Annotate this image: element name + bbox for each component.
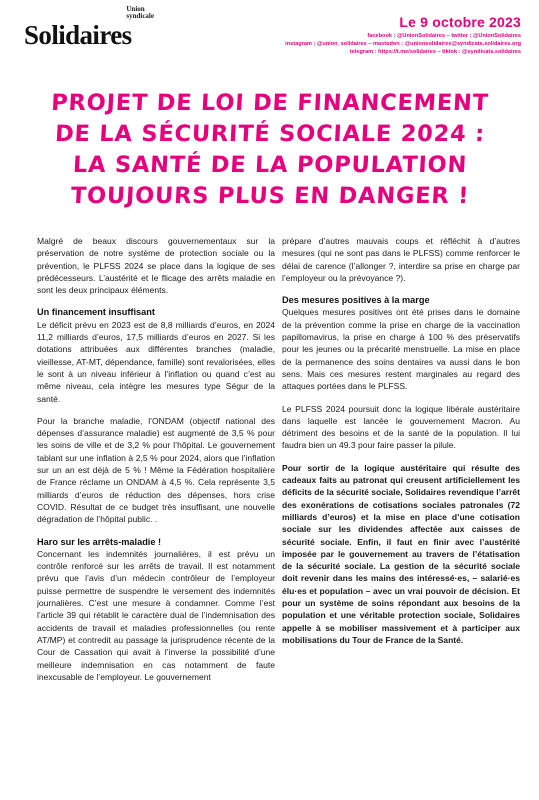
paragraph-logique-liberale: Le PLFSS 2024 poursuit donc la logique libérale austéritaire dans laquelle est lancée le gouvernement Macron. Au détriment des besoins et de la santé de la population. Il lui faudra bien un 49.3 pour faire passer la pilule. bbox=[282, 403, 520, 451]
document-date: Le 9 octobre 2023 bbox=[399, 14, 521, 30]
social-line-3: telegram : https://t.me/solidaires – tiktok : @syndicats.solidaires bbox=[349, 49, 521, 55]
social-line-2: instagram : @union_solidaires – mastodon : @unionsolidaires@syndicats.solidaires.org bbox=[285, 41, 521, 47]
paragraph-mesures-positives: Quelques mesures positives ont été prises dans le domaine de la prévention comme la prise en charge de la vaccination papillomavirus, la prise en charge à 100 % des préservatifs pour les jeunes ou la précarité menstruelle. La mise en place de la permanence des soins dentaires va aussi dans le bon sens. Mais ces mesures restent marginales au regard des attaques portées dans le PLFSS. bbox=[282, 307, 520, 392]
heading-arrets-maladie: Haro sur les arrêts-maladie ! bbox=[37, 536, 162, 547]
page-title bbox=[30, 88, 510, 212]
title-line-4: TOUJOURS PLUS EN DANGER ! bbox=[70, 183, 470, 209]
title-line-2: DE LA SÉCURITÉ SOCIALE 2024 : bbox=[54, 121, 486, 147]
title-line-1: PROJET DE LOI DE FINANCEMENT bbox=[50, 90, 490, 116]
right-column bbox=[282, 235, 520, 656]
logo-solidaires: Solidaires bbox=[24, 20, 132, 50]
paragraph-arrets-maladie: Concernant les indemnités journalières, il est prévu un contrôle renforcé sur les arrêts de travail. Il est notamment prévu que l’avis d’un médecin contrôleur de l’employeur puisse permettre de suspendre le versement des indemnités journalières. C’est une mesure à condamner. Comme l’est l’article 39 qui rétablit le caractère dual de l’indemnisation des accidents de travail et maladies professionnelles (ou rente AT/MP) et contredit au passage la jurisprudence récente de la Cour de Cassation qui avait à l’inverse la possibilité d’une meilleure indemnisation en cas notamment de faute inexcusable de l’employeur. Le gouvernement bbox=[37, 548, 275, 682]
header-info bbox=[285, 14, 521, 56]
left-column bbox=[37, 235, 275, 693]
social-line-1: facebook : @UnionSolidaires – twitter : @UnionSolidaires bbox=[367, 33, 521, 39]
paragraph-continuation: prépare d’autres mauvais coups et réfléchit à d’autres mesures (qui ne sont pas dans le PLFSS) comme renforcer le délai de carence (l’allonger ?, interdire sa prise en charge par l’employeur ou la prévoyance ?). bbox=[282, 236, 520, 283]
heading-financement: Un financement insuffisant bbox=[37, 307, 155, 318]
social-links bbox=[285, 32, 521, 56]
heading-mesures-positives: Des mesures positives à la marge bbox=[282, 295, 430, 306]
logo-union-syndicale: Union syndicale bbox=[126, 5, 154, 20]
title-line-3: LA SANTÉ DE LA POPULATION bbox=[72, 152, 468, 178]
paragraph-financement: Le déficit prévu en 2023 est de 8,8 milliards d’euros, en 2024 11,2 milliards d’euros, 17,5 milliards d’euros en 2027. Si les dotations attribuées aux différentes branches (maladie, vieillesse, AT-MT, dépendance, famille) sont revalorisées, elles le sont à un niveau inférieur à l’inflation ou quand c’est au même niveau, cela intègre les mesures type Ségur de la santé. bbox=[37, 319, 275, 404]
paragraph-ondam: Pour la branche maladie, l’ONDAM (objectif national des dépenses d’assurance maladie) est augmenté de 3,5 % pour les soins de ville et de 3,2 % pour l’hôpital. Le gouvernement tablant sur une inflation à 2,5 % pour 2024, alors que l’inflation sur un an est déjà de 5 % ! Même la Fédération hospitalière de France réclame un ONDAM à 4,5 %. Cela représente 3,5 milliards d’euros de réduction des dépenses, hors crise COVID. Résultat de ce budget très insuffisant, une nouvelle dégradation de l’hôpital public. . bbox=[37, 415, 275, 525]
paragraph-revendications: Pour sortir de la logique austéritaire qui résulte des cadeaux faits au patronat qui creusent artificiellement les déficits de la sécurité sociale, Solidaires revendique l’arrêt des exonérations de cotisations sociales patronales (72 milliards d’euros) et la mise en place d’une cotisation sociale sur les dividendes affectée aux caisses de sécurité sociale. Enfin, il faut en finir avec l’austérité imposée par le gouvernement au travers de l’étatisation de la sécurité sociale. La gestion de la sécurité sociale doit revenir dans les mains des intéressé·es, – salarié·es élu·es et population – avec un vrai pouvoir de décision. Et pour un système de soins répondant aux besoins de la population et une véritable protection sociale, Solidaires appelle à se mobiliser massivement et à participer aux mobilisations du Tour de France de la Santé. bbox=[282, 462, 520, 645]
solidaires-logo bbox=[24, 6, 154, 52]
intro-paragraph: Malgré de beaux discours gouvernementaux sur la préservation de notre système de protection sociale ou la prévention, le PLFSS 2024 se place dans la logique de ses prédécesseurs. L’austérité et le flicage des arrêts maladie en sont les deux principaux éléments. bbox=[37, 236, 275, 296]
